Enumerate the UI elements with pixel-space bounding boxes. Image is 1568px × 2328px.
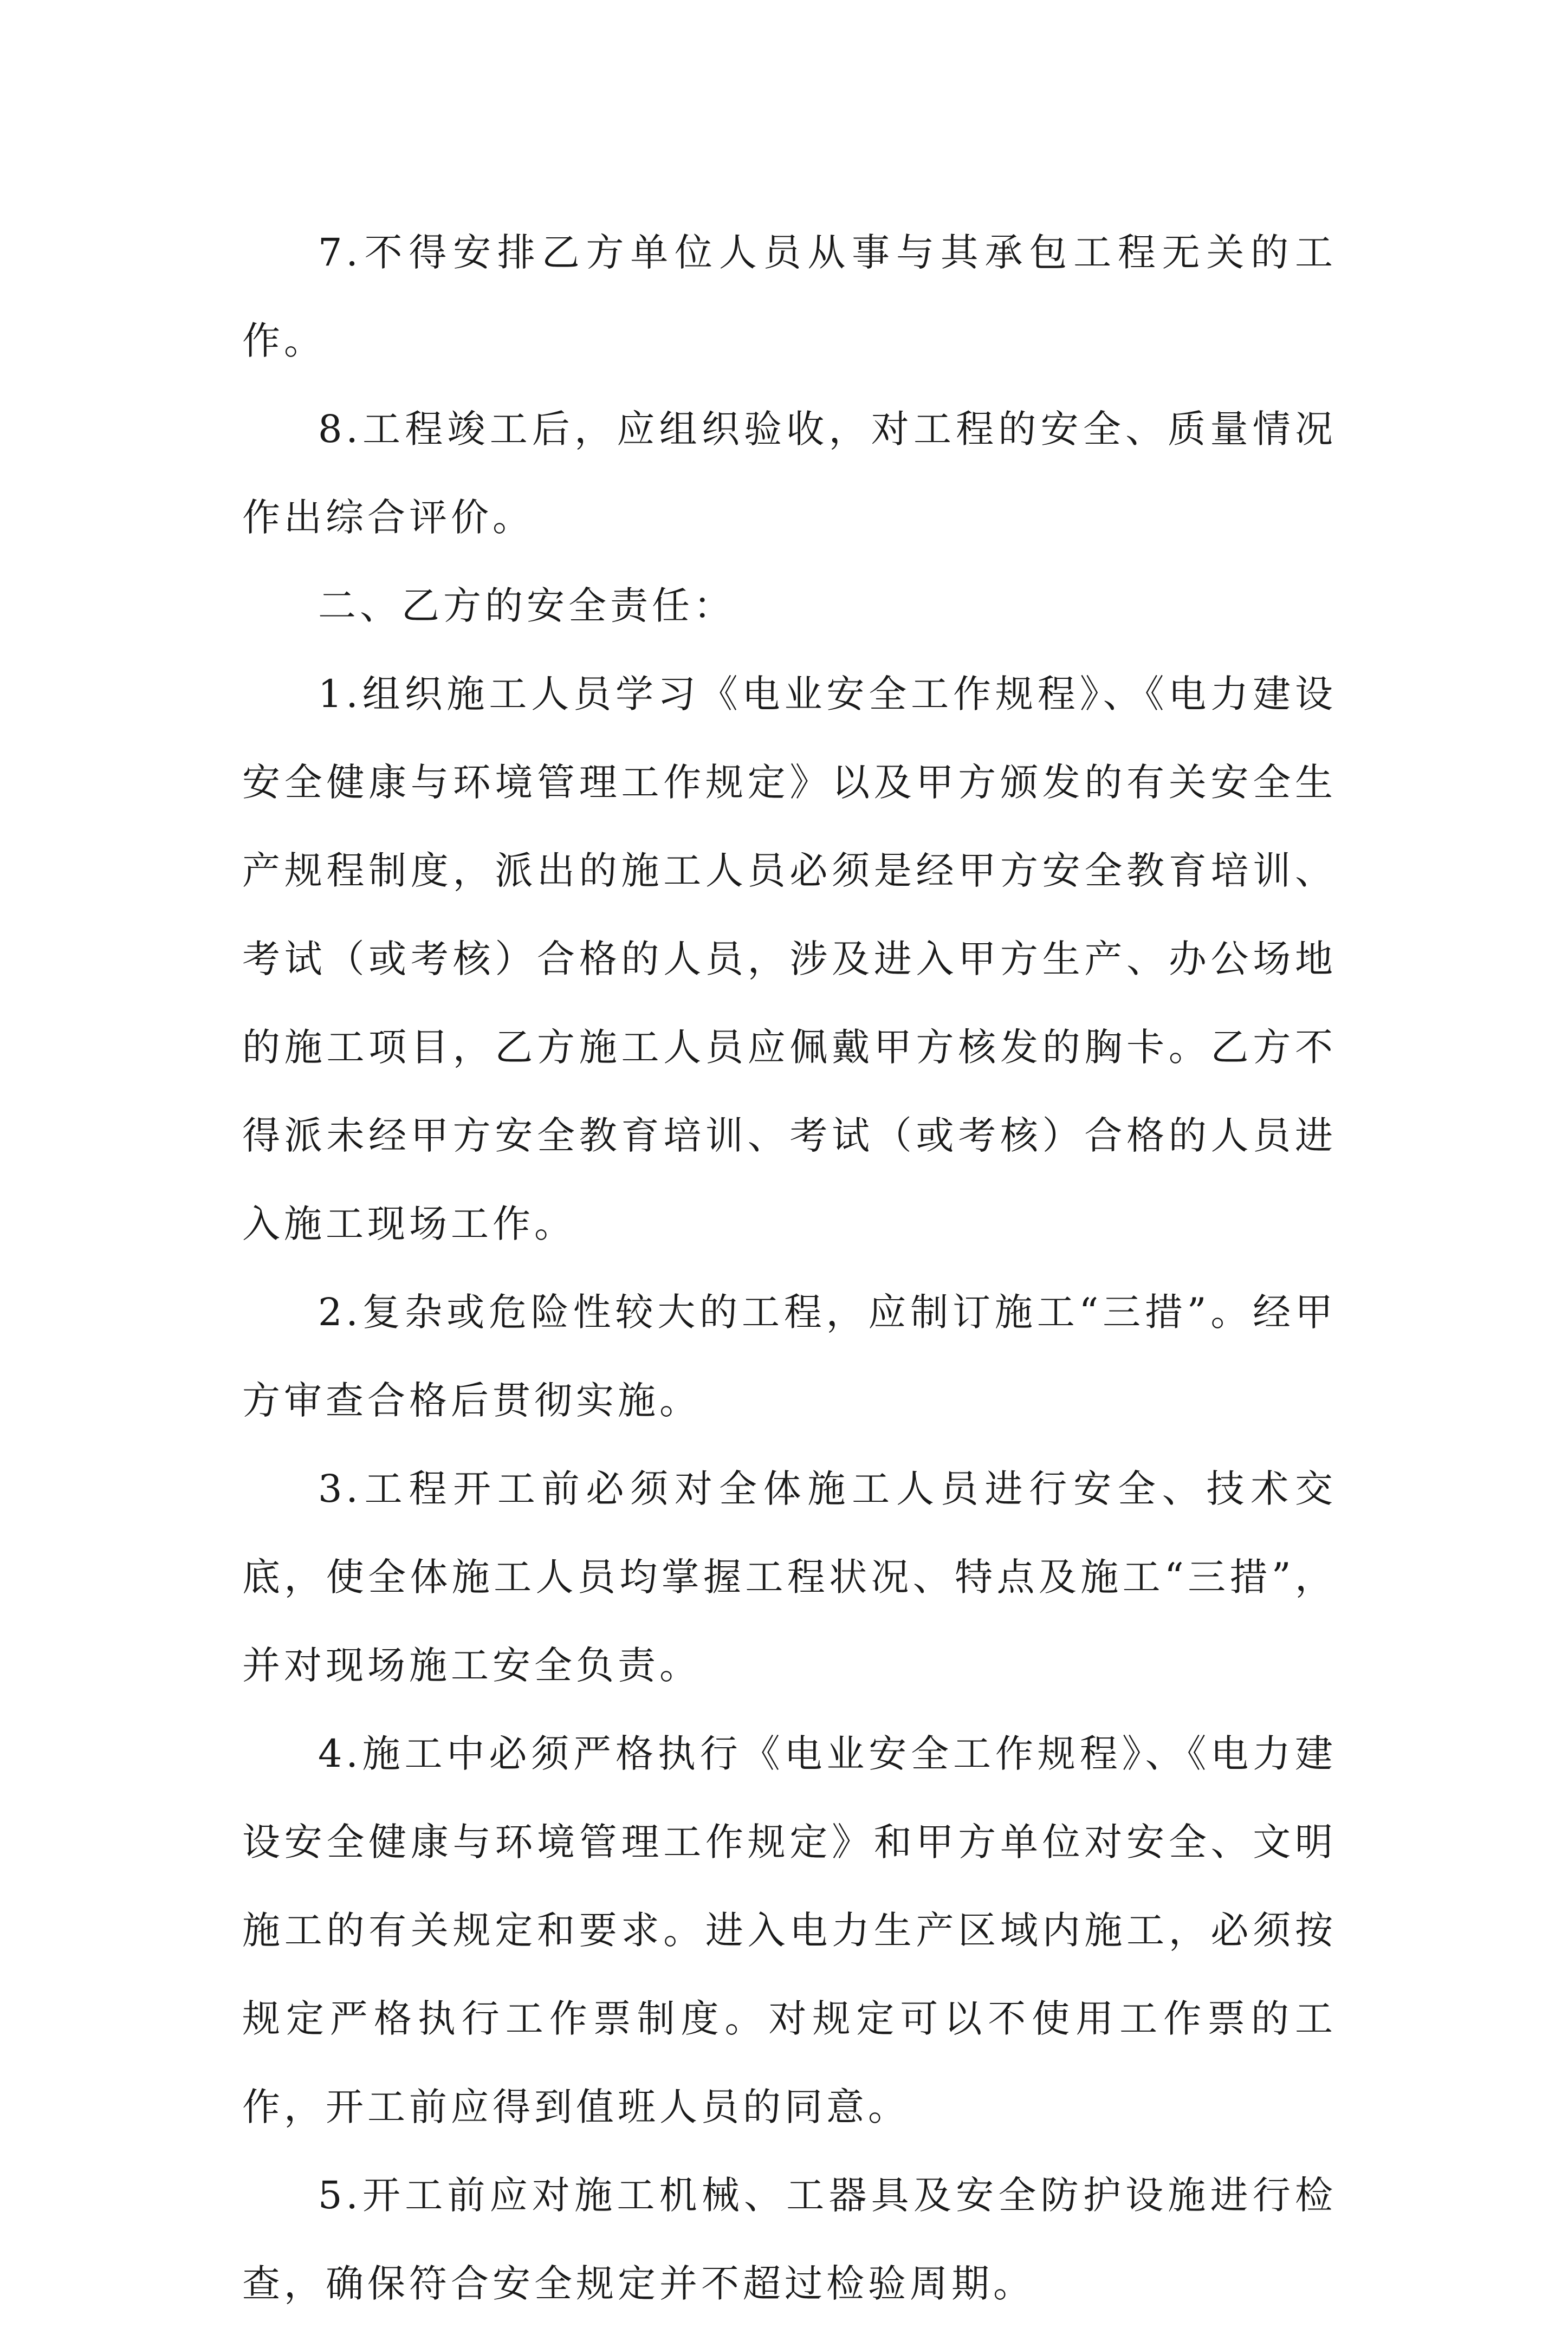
paragraph-item-5: 5.开工前应对施工机械、工器具及安全防护设施进行检查，确保符合安全规定并不超过检验周期。 bbox=[242, 2173, 1337, 2306]
paragraph-item-7: 7.不得安排乙方单位人员从事与其承包工程无关的工作。 bbox=[242, 230, 1337, 363]
document-body bbox=[242, 209, 1337, 2328]
paragraph-item-4: 4.施工中必须严格执行《电业安全工作规程》、《电力建设安全健康与环境管理工作规定》和甲方单位对安全、文明施工的有关规定和要求。进入电力生产区域内施工，必须按规定严格执行工作票制度。对规定可以不使用工作票的工作，开工前应得到值班人员的同意。 bbox=[242, 1732, 1337, 2129]
section-heading-party-b-responsibility: 二、乙方的安全责任： bbox=[318, 583, 735, 628]
paragraph-item-8: 8.工程竣工后，应组织验收，对工程的安全、质量情况作出综合评价。 bbox=[242, 407, 1337, 540]
paragraph-item-1: 1.组织施工人员学习《电业安全工作规程》、《电力建设安全健康与环境管理工作规定》以及甲方颁发的有关安全生产规程制度，派出的施工人员必须是经甲方安全教育培训、考试（或考核）合格的人员，涉及进入甲方生产、办公场地的施工项目，乙方施工人员应佩戴甲方核发的胸卡。乙方不得派未经甲方安全教育培训、考试（或考核）合格的人员进入施工现场工作。 bbox=[242, 672, 1337, 1246]
paragraph-item-2: 2.复杂或危险性较大的工程，应制订施工“三措”。经甲方审查合格后贯彻实施。 bbox=[242, 1290, 1337, 1423]
paragraph-item-3: 3.工程开工前必须对全体施工人员进行安全、技术交底，使全体施工人员均掌握工程状况、特点及施工“三措”，并对现场施工安全负责。 bbox=[242, 1467, 1337, 1688]
